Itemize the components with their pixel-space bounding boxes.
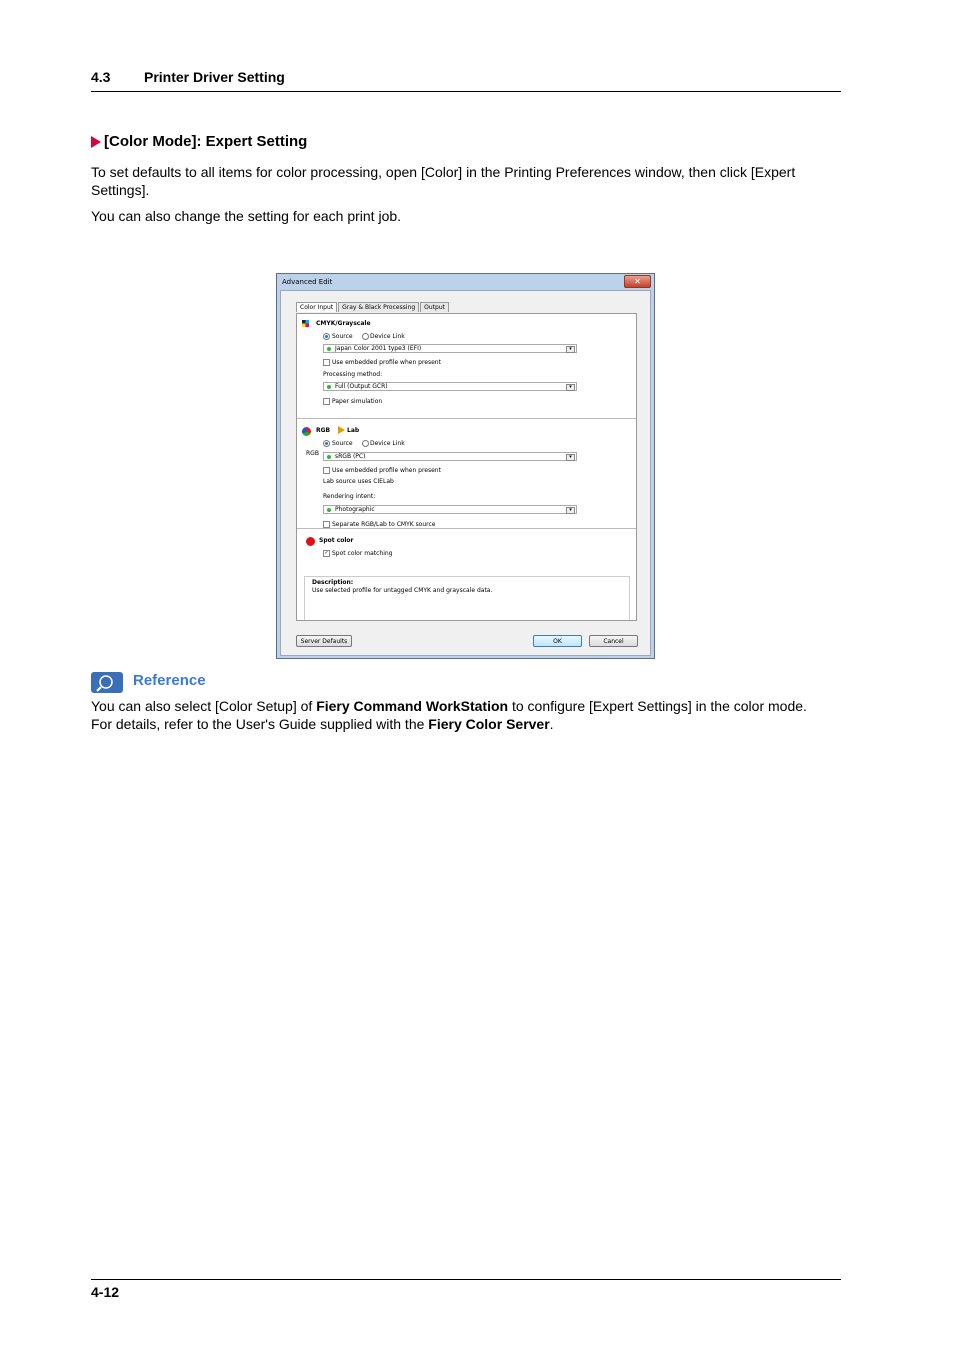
page-heading (91, 133, 307, 150)
page-heading-text: [Color Mode]: Expert Setting (104, 133, 308, 150)
triangle-bullet-icon (91, 136, 101, 148)
chevron-down-icon: ▾ (566, 454, 575, 461)
tab-bar (296, 302, 450, 312)
lab-title: Lab (347, 427, 360, 434)
intro-paragraph (91, 163, 841, 199)
reference-line-2 (91, 715, 841, 733)
rendering-intent-value: Photographic (335, 506, 375, 513)
footer-rule (91, 1279, 841, 1280)
page-number: 4-12 (91, 1284, 120, 1300)
reference-icon (91, 672, 123, 693)
spot-color-matching-label: Spot color matching (332, 550, 393, 557)
rgb-source-label: Source (332, 440, 353, 447)
status-dot-icon (327, 385, 331, 389)
tab-output[interactable]: Output (420, 302, 449, 312)
server-defaults-button[interactable]: Server Defaults (296, 635, 352, 647)
advanced-edit-dialog (276, 273, 655, 659)
rgb-device-link-radio[interactable] (362, 440, 369, 447)
header-rule (91, 91, 841, 92)
tab-color-input[interactable]: Color Input (296, 302, 337, 312)
chevron-down-icon: ▾ (566, 507, 575, 514)
product-name: Fiery Command WorkStation (316, 698, 509, 714)
product-name: Fiery Color Server (428, 716, 550, 732)
chevron-down-icon: ▾ (566, 346, 575, 353)
dialog-title: Advanced Edit (282, 278, 333, 286)
separate-rgb-checkbox[interactable] (323, 521, 330, 528)
reference-text: You can also select [Color Setup] of (91, 698, 317, 714)
cmyk-profile-value: Japan Color 2001 type3 (EFI) (335, 345, 422, 352)
rendering-intent-label: Rendering intent: (323, 493, 376, 500)
chevron-down-icon: ▾ (566, 384, 575, 391)
cmyk-device-link-label: Device Link (370, 333, 405, 340)
cmyk-device-link-radio[interactable] (362, 333, 369, 340)
status-dot-icon (327, 347, 331, 351)
cmyk-use-embedded-label: Use embedded profile when present (332, 359, 441, 366)
cancel-button[interactable]: Cancel (589, 635, 638, 647)
spot-color-icon (306, 537, 315, 546)
status-dot-icon (327, 455, 331, 459)
intro-line-1: To set defaults to all items for color processing, open [Color] in the Printing Preferences window, then click [Expert (91, 164, 796, 180)
rgb-icon (302, 427, 311, 436)
status-dot-icon (327, 508, 331, 512)
reference-text: For details, refer to the User's Guide supplied with the (91, 716, 429, 732)
description-box (304, 576, 630, 621)
ok-button[interactable]: OK (533, 635, 582, 647)
description-label: Description: (312, 579, 354, 586)
rendering-intent-select[interactable] (323, 505, 577, 514)
section-divider (297, 528, 636, 529)
tab-gray-black[interactable]: Gray & Black Processing (338, 302, 419, 312)
spot-color-matching-checkbox[interactable]: ✓ (324, 550, 329, 556)
cmyk-icon (302, 320, 309, 327)
rgb-side-label: RGB (306, 450, 319, 457)
color-input-panel (296, 313, 637, 621)
section-divider (297, 418, 636, 419)
lab-note: Lab source uses CIELab (323, 478, 394, 485)
paper-simulation-label: Paper simulation (332, 398, 383, 405)
rgb-use-embedded-label: Use embedded profile when present (332, 467, 441, 474)
reference-text: to configure [Expert Settings] in the color mode. (508, 698, 807, 714)
section-number: 4.3 (91, 69, 111, 85)
section-title: Printer Driver Setting (144, 69, 285, 85)
rgb-profile-select[interactable] (323, 452, 577, 461)
paper-simulation-checkbox[interactable] (323, 398, 330, 405)
spot-color-title: Spot color (319, 537, 354, 544)
reference-line-1 (91, 697, 841, 715)
reference-paragraph (91, 697, 841, 733)
reference-title: Reference (133, 672, 206, 689)
cmyk-use-embedded-checkbox[interactable] (323, 359, 330, 366)
rgb-device-link-label: Device Link (370, 440, 405, 447)
rgb-profile-value: sRGB (PC) (335, 453, 366, 460)
intro-line-2: Settings]. (91, 182, 150, 198)
rgb-title: RGB (316, 427, 331, 434)
rgb-use-embedded-checkbox[interactable] (323, 467, 330, 474)
lab-icon (338, 426, 345, 434)
cmyk-title: CMYK/Grayscale (316, 320, 371, 327)
reference-text: . (549, 716, 554, 732)
processing-method-select[interactable] (323, 382, 577, 391)
rgb-source-radio[interactable] (323, 440, 330, 447)
close-icon[interactable]: ✕ (624, 275, 651, 288)
intro-line-3: You can also change the setting for each print job. (91, 208, 402, 224)
description-text: Use selected profile for untagged CMYK and grayscale data. (312, 587, 493, 594)
processing-method-value: Full (Output GCR) (335, 383, 388, 390)
processing-method-label: Processing method: (323, 371, 383, 378)
cmyk-source-label: Source (332, 333, 353, 340)
separate-rgb-label: Separate RGB/Lab to CMYK source (332, 521, 436, 528)
magnifier-icon (91, 672, 123, 693)
cmyk-source-radio[interactable] (323, 333, 330, 340)
dialog-body (280, 290, 651, 656)
cmyk-profile-select[interactable] (323, 344, 577, 353)
